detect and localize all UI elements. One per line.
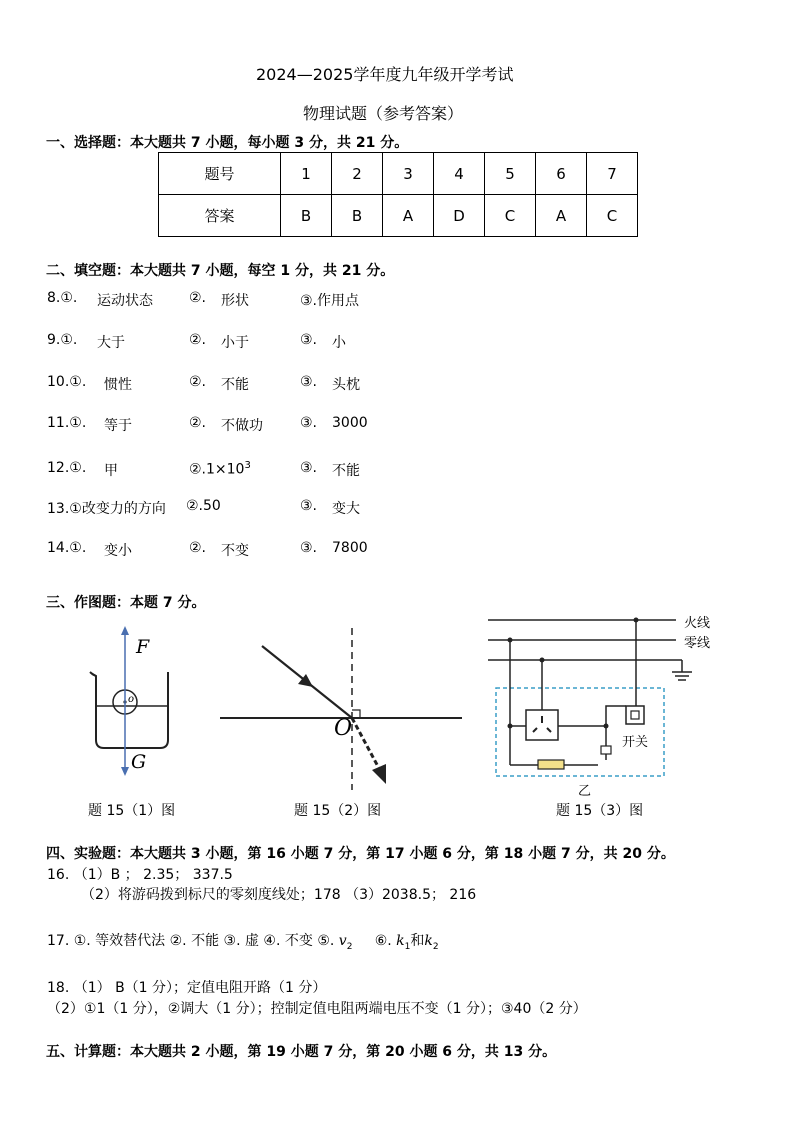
- table-row-label: 题号: [159, 153, 281, 195]
- answer-17-v-sub: 2: [346, 941, 353, 952]
- answer-c: ③.: [300, 374, 318, 390]
- force-label-F: F: [136, 636, 150, 658]
- answer-17-and: 和: [410, 933, 425, 949]
- refraction-diagram: [218, 622, 468, 792]
- answer-c: ③.作用点: [300, 293, 360, 309]
- answer-b: ②.: [189, 415, 207, 431]
- figure1-caption: 题 15（1）图: [88, 803, 176, 819]
- resistor-icon: [538, 760, 564, 769]
- socket-icon: [526, 710, 558, 740]
- section4-heading: 四、实验题：本大题共 3 小题，第 16 小题 7 分，第 17 小题 6 分，第 18 小题 7 分，共 20 分。: [46, 846, 675, 862]
- question-number: 2: [332, 153, 383, 195]
- point-label-O: O: [334, 716, 353, 741]
- answer-b-text: 不变: [221, 543, 249, 559]
- answer-num: 9.①.: [47, 332, 78, 348]
- question-number: 6: [536, 153, 587, 195]
- answer-b-text: 小于: [221, 335, 249, 351]
- answer-17-k1-sub: 1: [404, 941, 411, 952]
- answer-cell: C: [485, 195, 536, 237]
- beaker-shape: [92, 672, 168, 748]
- answer-17-mid: ⑥.: [352, 933, 392, 949]
- answer-c: ③.: [300, 415, 318, 431]
- answer-c: ③.: [300, 332, 318, 348]
- force-label-G: G: [131, 751, 147, 773]
- answer-a: 运动状态: [97, 293, 153, 309]
- junction-dot: [634, 618, 639, 623]
- junction-dot: [508, 724, 513, 729]
- switch-label: 开关: [622, 735, 649, 750]
- figure2-caption: 题 15（2）图: [294, 803, 382, 819]
- answer-17-prefix: 17. ①. 等效替代法 ②. 不能 ③. 虚 ④. 不变 ⑤.: [47, 933, 335, 949]
- question-number: 5: [485, 153, 536, 195]
- answer-num: 12.①.: [47, 460, 87, 476]
- question-number: 3: [383, 153, 434, 195]
- section2-heading: 二、填空题：本大题共 7 小题，每空 1 分，共 21 分。: [46, 263, 395, 279]
- answer-b-text: 不做功: [221, 418, 263, 434]
- answer-a: 等于: [104, 418, 132, 434]
- answer-num: 11.①.: [47, 415, 87, 431]
- answer-num: 13.①改变力的方向: [47, 501, 166, 517]
- arrow-up-icon: [121, 626, 129, 635]
- answer-c-text: 变大: [332, 501, 360, 517]
- answer-16-line2: （2）将游码拨到标尺的零刻度线处；178 （3）2038.5； 216: [81, 887, 477, 903]
- answer-18-line1: 18. （1） B（1 分）；定值电阻开路（1 分）: [47, 980, 327, 996]
- answer-c: ③.: [300, 460, 318, 476]
- junction-dot: [508, 638, 513, 643]
- answer-b: ②.: [189, 374, 207, 390]
- section5-heading: 五、计算题：本大题共 2 小题，第 19 小题 7 分，第 20 小题 6 分，共 13 分。: [46, 1044, 557, 1060]
- neutral-wire-label: 零线: [684, 636, 711, 651]
- answer-c-text: 小: [332, 335, 346, 351]
- answer-b-text: 形状: [221, 293, 249, 309]
- answer-b: ②.50: [186, 498, 221, 514]
- answer-18-line2: （2）①1（1 分），②调大（1 分）；控制定值电阻两端电压不变（1 分）；③40（2 分）: [47, 1001, 587, 1017]
- section1-heading: 一、选择题：本大题共 7 小题，每小题 3 分，共 21 分。: [46, 135, 409, 151]
- diagram-label-yi: 乙: [578, 784, 592, 799]
- question-number: 4: [434, 153, 485, 195]
- table-row: [159, 153, 638, 195]
- answer-a: 惯性: [104, 377, 132, 393]
- answer-num: 8.①.: [47, 290, 78, 306]
- answer-b: [189, 460, 251, 478]
- answer-a: 变小: [104, 543, 132, 559]
- answer-16-line1: 16. （1）B ； 2.35； 337.5: [47, 867, 233, 883]
- question-number: 1: [281, 153, 332, 195]
- answer-17-k1: k: [396, 933, 405, 949]
- exam-subtitle: 物理试题（参考答案）: [303, 104, 464, 123]
- refracted-ray: [352, 718, 382, 774]
- answer-table: [158, 152, 638, 237]
- answer-c-text: 7800: [332, 540, 368, 556]
- arrow-icon: [372, 764, 386, 784]
- answer-b: ②.: [189, 540, 207, 556]
- answer-c-text: 头枕: [332, 377, 360, 393]
- answer-17: [47, 930, 439, 952]
- answer-17-k2: k: [424, 933, 433, 949]
- answer-c: ③.: [300, 498, 318, 514]
- answer-17-k2-sub: 2: [432, 941, 439, 952]
- lamp-holder-icon: [601, 746, 611, 754]
- answer-cell: D: [434, 195, 485, 237]
- table-row: [159, 195, 638, 237]
- answer-cell: A: [536, 195, 587, 237]
- switch-wire: [606, 706, 626, 726]
- answer-b-text: 不能: [221, 377, 249, 393]
- answer-a: 大于: [97, 335, 125, 351]
- exam-title: 2024—2025学年度九年级开学考试: [256, 65, 514, 84]
- answer-cell: B: [332, 195, 383, 237]
- answer-cell: A: [383, 195, 434, 237]
- answer-num: 10.①.: [47, 374, 87, 390]
- figure3-caption: 题 15（3）图: [556, 803, 644, 819]
- question-number: 7: [587, 153, 638, 195]
- answer-b-exponent: 3: [244, 460, 251, 471]
- table-row-label: 答案: [159, 195, 281, 237]
- answer-cell: B: [281, 195, 332, 237]
- junction-dot: [540, 658, 545, 663]
- right-angle-mark: [352, 710, 360, 718]
- answer-c-text: 3000: [332, 415, 368, 431]
- answer-cell: C: [587, 195, 638, 237]
- section3-heading: 三、作图题：本题 7 分。: [46, 595, 206, 611]
- circuit-diagram: [486, 610, 696, 790]
- switch-icon: [626, 706, 644, 724]
- answer-b: ②.: [189, 332, 207, 348]
- answer-17-v: v: [338, 933, 347, 949]
- beaker-lip: [90, 672, 96, 676]
- answer-c-text: 不能: [332, 463, 360, 479]
- answer-a: 甲: [104, 463, 118, 479]
- center-label-o: o: [128, 694, 135, 705]
- live-wire-label: 火线: [684, 616, 711, 631]
- answer-num: 14.①.: [47, 540, 87, 556]
- answer-c: ③.: [300, 540, 318, 556]
- arrow-down-icon: [121, 767, 129, 776]
- answer-b: ②.: [189, 290, 207, 306]
- answer-b-base: ②.1×10: [189, 461, 245, 478]
